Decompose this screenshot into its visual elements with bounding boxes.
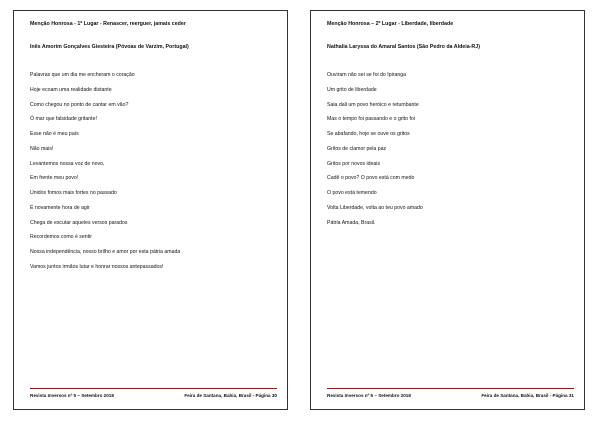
poem-line: Como chegou no ponto de cantar em vão? [30, 101, 129, 108]
poem-body [327, 72, 423, 234]
poem-line: Pátria Amada, Brasil. [327, 219, 376, 226]
poem-line: O povo está temendo [327, 190, 377, 196]
footer-publication: Revista Inversos nº 5 – Setembro 2018 [327, 393, 411, 398]
footer-divider [30, 388, 277, 389]
poem-line: Ouviram não sei se foi do Ipiranga [327, 72, 407, 78]
page-footer [30, 393, 277, 398]
poem-line: Gritos de clamor pela paz [327, 145, 387, 152]
poem-line: Recordemos como é sentir [30, 234, 92, 241]
page-30 [13, 10, 288, 410]
poem-title: Menção Honrosa – 2º Lugar - Liberdade, liberdade [327, 21, 454, 27]
page-31 [310, 10, 585, 410]
poem-line: Hoje ecoam uma realidade distante [30, 86, 112, 93]
poem-line: Ó mar que falsidade gritante! [30, 116, 97, 123]
poem-line: Mas o tempo foi passando e o grito foi [327, 116, 415, 123]
page-footer [327, 393, 574, 398]
footer-page-number: Feira de Santana, Bahia, Brasil - Página 30 [184, 393, 277, 398]
poem-line: Em frente meu povo! [30, 175, 79, 182]
poem-line: Esse não é meu país [30, 131, 79, 137]
poem-line: Vamos juntos irmãos lutar e honrar nossos antepassados! [30, 263, 164, 270]
poem-line: Nossa independência, nosso brilho e amor por esta pátria amada [30, 249, 181, 255]
poem-line: Unidos fomos mais fortes no passado [30, 190, 117, 196]
footer-publication: Revista Inversos nº 5 – Setembro 2018 [30, 393, 114, 398]
poem-author: Inês Amorim Gonçalves Giesteira (Póvoas de Varzim, Portugal) [30, 44, 189, 50]
poem-line: Saia dali um povo heróico e retumbante [327, 101, 419, 108]
poem-line: Um grito de liberdade [327, 86, 377, 93]
poem-body [30, 72, 180, 279]
poem-line: Não mais! [30, 145, 54, 152]
poem-author: Nathalia Laryssa do Amaral Santos (São Pedro da Aldeia-RJ) [327, 44, 480, 50]
poem-line: Se abafando, hoje se ouve os gritos [327, 131, 410, 137]
poem-line: Cadê o povo? O povo está com medo [327, 175, 415, 182]
poem-line: Palavras que um dia me encheram o coração [30, 72, 135, 78]
poem-line: Volta Liberdade, volta ao teu povo amado [327, 204, 423, 211]
poem-line: Gritos por novos ideais [327, 160, 381, 167]
footer-divider [327, 388, 574, 389]
poem-title: Menção Honrosa - 1º Lugar - Renascer, reerguer, jamais ceder [30, 21, 186, 27]
poem-line: É novamente hora de agir [30, 204, 90, 211]
poem-line: Levantemos nossa voz de novo, [30, 160, 105, 167]
poem-line: Chega de escutar aqueles versos parados [30, 219, 128, 226]
footer-page-number: Feira de Santana, Bahia, Brasil - Página 31 [481, 393, 574, 398]
